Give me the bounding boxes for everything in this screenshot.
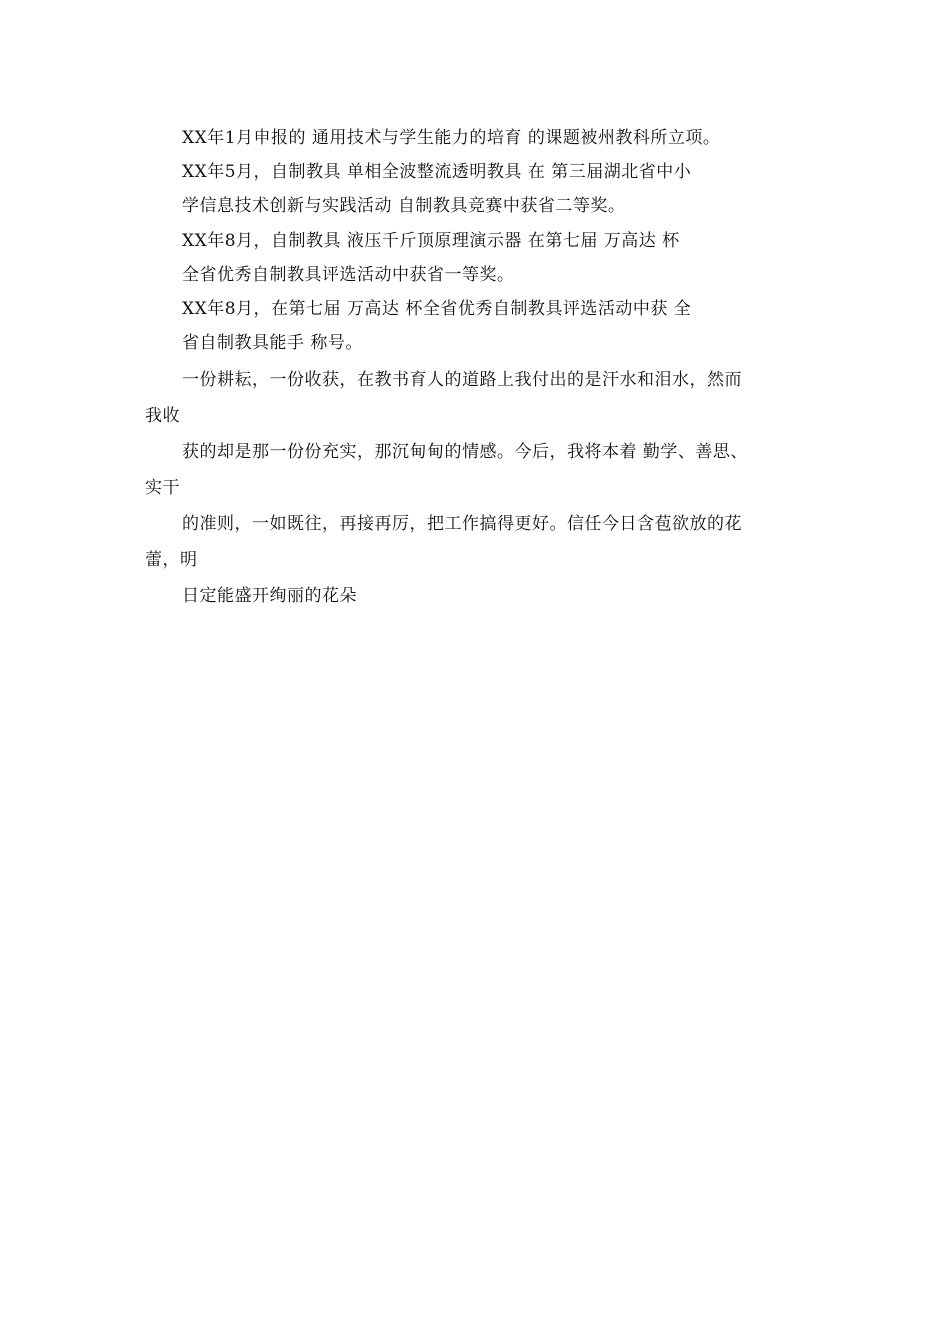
text-line: 蕾，明 xyxy=(145,550,198,570)
text-line: 实干 xyxy=(145,478,180,498)
text-line: XX年8月，在第七届 万高达 杯全省优秀自制教具评选活动中获 全 xyxy=(182,299,692,319)
text-line: 的准则，一如既往，再接再厉，把工作搞得更好。信任今日含苞欲放的花 xyxy=(182,514,742,534)
text-line: 学信息技术创新与实践活动 自制教具竞赛中获省二等奖。 xyxy=(182,196,626,216)
text-line: 我收 xyxy=(145,406,180,426)
text-line: 获的却是那一份份充实，那沉甸甸的情感。今后，我将本着 勤学、善思、 xyxy=(182,442,748,462)
text-line: XX年8月，自制教具 液压千斤顶原理演示器 在第七届 万高达 杯 xyxy=(182,231,680,251)
text-line: 日定能盛开绚丽的花朵 xyxy=(182,586,357,606)
text-line: 省自制教具能手 称号。 xyxy=(182,333,363,353)
text-line: XX年5月，自制教具 单相全波整流透明教具 在 第三届湖北省中小 xyxy=(182,162,692,182)
text-line: 一份耕耘，一份收获，在教书育人的道路上我付出的是汗水和泪水，然而 xyxy=(182,370,742,390)
text-line: XX年1月申报的 通用技术与学生能力的培育 的课题被州教科所立项。 xyxy=(182,128,721,148)
text-line: 全省优秀自制教具评选活动中获省一等奖。 xyxy=(182,265,515,285)
